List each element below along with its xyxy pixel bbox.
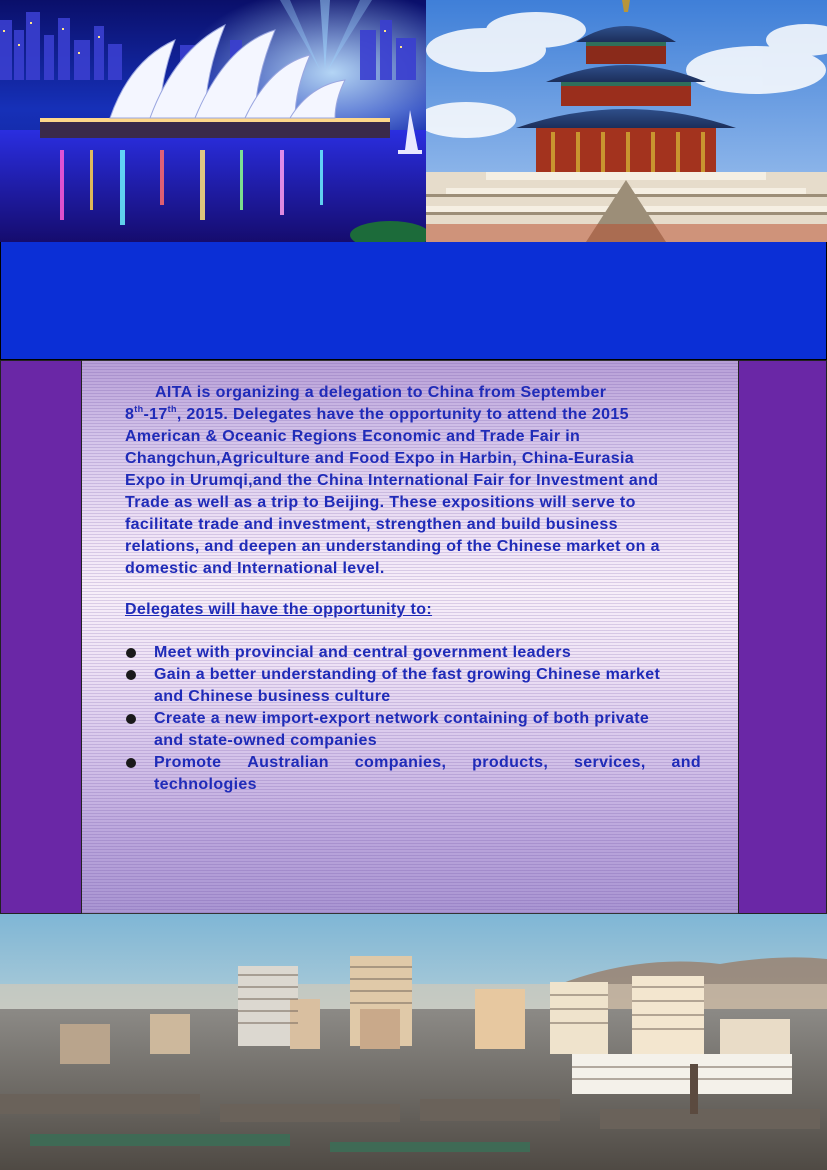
list-item [125, 642, 701, 664]
date-start-suffix: th [134, 404, 144, 414]
bullet-4-word: Promote [154, 754, 222, 771]
bullet-3-line-2: and state-owned companies [154, 732, 378, 749]
left-purple-panel [0, 360, 82, 914]
bullet-2-line-1: Gain a better understanding of the fast growing Chinese market [154, 666, 661, 683]
bullet-4-word: companies, [354, 754, 447, 771]
temple-of-heaven-photo [426, 0, 827, 242]
list-item [125, 664, 701, 708]
intro-line-4: Changchun,Agriculture and Food Expo in Harbin, China-Eurasia [125, 450, 635, 467]
bullet-icon [126, 670, 136, 680]
list-item [125, 752, 701, 796]
opportunity-heading: Delegates will have the opportunity to: [125, 601, 433, 618]
list-item [125, 708, 701, 752]
blue-banner-band [0, 242, 827, 360]
bullet-icon [126, 758, 136, 768]
right-purple-panel [738, 360, 827, 914]
bullet-4-word: Australian [247, 754, 329, 771]
intro-paragraph [125, 382, 701, 580]
intro-line-6: Trade as well as a trip to Beijing. These expositions will serve to [125, 494, 636, 511]
intro-line-5: Expo in Urumqi,and the China International Fair for Investment and [125, 472, 659, 489]
opportunity-list [125, 642, 701, 796]
date-start: 8 [125, 406, 135, 423]
date-separator: -17 [143, 406, 168, 423]
bullet-4-word: services, [574, 754, 646, 771]
intro-line-3: American & Oceanic Regions Economic and Trade Fair in [125, 428, 581, 445]
intro-line-2 [125, 404, 701, 426]
bullet-1-line-1: Meet with provincial and central government leaders [154, 644, 572, 661]
intro-line-8: relations, and deepen an understanding of the Chinese market on a [125, 538, 660, 555]
intro-line-2-rest: , 2015. Delegates have the opportunity to attend the 2015 [176, 406, 629, 423]
intro-line-1: AITA is organizing a delegation to China from September [155, 384, 607, 401]
intro-line-7: facilitate trade and investment, strengthen and build business [125, 516, 618, 533]
bullet-4-line-2: technologies [154, 776, 257, 793]
intro-line-9: domestic and International level. [125, 560, 385, 577]
bullet-2-line-2: and Chinese business culture [154, 688, 391, 705]
content-panel [82, 360, 738, 914]
bullet-icon [126, 648, 136, 658]
bullet-4-line-1 [154, 752, 701, 774]
city-skyline-photo [0, 914, 827, 1170]
date-end-suffix: th [167, 404, 177, 414]
sydney-opera-house-photo [0, 0, 426, 242]
bullet-icon [126, 714, 136, 724]
bullet-4-word: and [671, 754, 701, 771]
bullet-3-line-1: Create a new import-export network containing of both private [154, 710, 650, 727]
bullet-4-word: products, [472, 754, 549, 771]
